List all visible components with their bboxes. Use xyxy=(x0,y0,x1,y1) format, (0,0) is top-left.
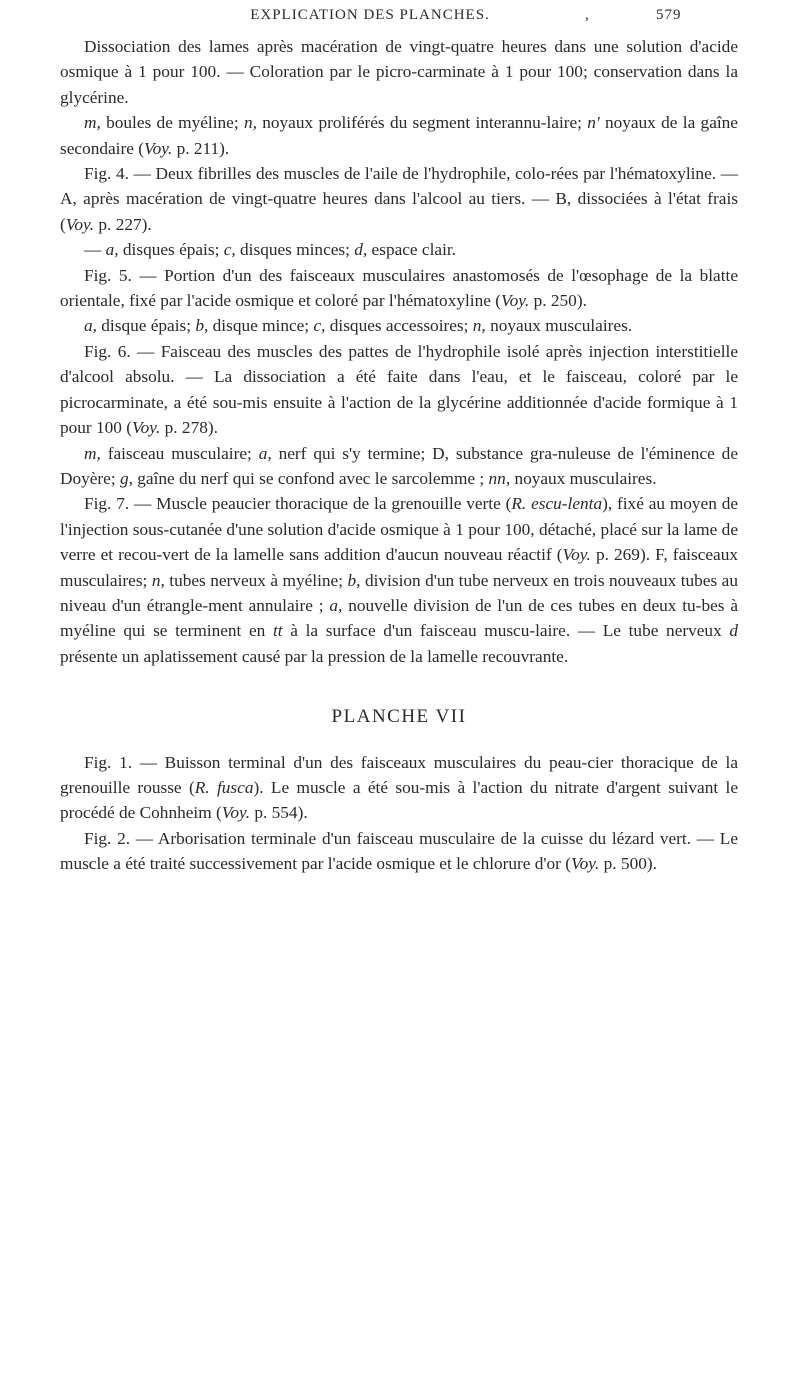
legend-text: gaîne du nerf qui se confond avec le sarcolemme ; xyxy=(132,468,489,488)
legend-text: noyaux musculaires. xyxy=(510,468,657,488)
legend-text: R. fusca xyxy=(194,777,254,797)
legend-paragraph xyxy=(60,339,738,441)
legend-text: n, xyxy=(472,316,486,336)
legend-text: n' xyxy=(587,113,600,133)
legend-text: Voy. xyxy=(500,291,530,311)
legend-text: nn, xyxy=(488,468,511,488)
legend-text: Fig. 5. — Portion d'un des faisceaux musculaires anastomosés de l'œsophage de la blatte orientale, fixé par l'acide osmique et coloré par l'hématoxyline ( xyxy=(60,265,738,311)
legend-text: c, xyxy=(223,240,236,260)
page-number: 579 xyxy=(656,7,682,23)
legend-text: a, xyxy=(84,316,97,336)
legend-text: R. escu-lenta xyxy=(511,494,603,514)
legend-text: division d'un tube nerveux en trois nouveaux tubes au niveau d'un étrangle-ment annulaire ; xyxy=(60,570,738,615)
legend-text: à la surface d'un faisceau muscu-laire. — Le tube nerveux xyxy=(282,621,730,641)
legend-text: noyaux de la gaîne secondaire ( xyxy=(60,113,738,158)
legend-text: tubes nerveux à myéline; xyxy=(164,570,348,590)
legend-paragraph xyxy=(60,237,738,262)
legend-paragraph xyxy=(60,34,738,110)
body-text xyxy=(60,34,738,877)
legend-text: Fig. 1. — Buisson terminal d'un des faisceaux musculaires du peau-cier thoracique de la grenouille rousse ( xyxy=(60,752,738,797)
legend-text: Voy. xyxy=(221,803,251,823)
legend-text: d xyxy=(729,621,739,641)
legend-text: noyaux musculaires. xyxy=(485,316,633,336)
legend-paragraph xyxy=(60,491,738,669)
legend-paragraph xyxy=(60,750,738,826)
legend-text: a, xyxy=(105,240,119,260)
legend-text: disque épais; xyxy=(96,316,196,336)
legend-paragraph xyxy=(60,161,738,237)
legend-text: noyaux proliférés du segment interannu-laire; xyxy=(256,113,588,133)
legend-text: espace clair. xyxy=(367,240,456,260)
legend-text: — xyxy=(84,240,106,260)
legend-text: ). Le muscle a été sou-mis à l'action du nitrate d'argent suivant le procédé de Cohnheim ( xyxy=(60,777,738,823)
legend-text: p. 211). xyxy=(172,138,230,158)
legend-text: Voy. xyxy=(571,854,600,874)
plate-vii-legend xyxy=(60,750,738,877)
legend-text: boules de myéline; xyxy=(100,113,244,133)
legend-text: p. 500). xyxy=(599,854,657,874)
legend-paragraph xyxy=(60,441,738,492)
legend-text: Fig. 7. — Muscle peaucier thoracique de la grenouille verte ( xyxy=(84,494,512,514)
legend-paragraph xyxy=(60,826,738,877)
legend-paragraph xyxy=(60,313,738,338)
legend-text: b, xyxy=(195,316,209,336)
legend-text: Fig. 2. — Arborisation terminale d'un faisceau musculaire de la cuisse du lézard vert. — Le muscle a été traité successivement par l'acide osmique et le chlorure d'or ( xyxy=(60,828,738,874)
legend-text: Voy. xyxy=(132,418,161,438)
legend-text: tt xyxy=(273,621,283,641)
legend-text: nerf qui s'y termine; D, substance gra-nuleuse de l'éminence de Doyère; xyxy=(60,443,738,488)
running-mark: , xyxy=(585,7,590,23)
legend-text: m, xyxy=(84,443,101,463)
legend-text: p. 278). xyxy=(160,418,218,438)
legend-text: c, xyxy=(313,316,326,336)
legend-text: disques minces; xyxy=(235,240,355,260)
running-head xyxy=(0,7,801,35)
legend-text: Fig. 6. — Faisceau des muscles des pattes de l'hydrophile isolé après injection interstitielle d'alcool absolu. — La dissociation a été faite dans l'eau, et le faisceau, coloré par le picrocarminate, a été sou-mis ensuite à l'action de la glycérine additionnée d'acide formique à 1 pour 100 ( xyxy=(60,341,738,438)
legend-text: n, xyxy=(243,113,257,133)
legend-text: Voy. xyxy=(562,545,591,565)
legend-text: p. 227). xyxy=(94,214,152,234)
legend-text: g, xyxy=(119,468,133,488)
legend-text: p. 269). F, faisceaux musculaires; xyxy=(60,545,739,590)
legend-text: disque mince; xyxy=(208,316,314,336)
legend-text: ), fixé au moyen de l'injection sous-cutanée d'une solution d'acide osmique à 1 pour 100, détaché, placé sur la lame de verre et recou-vert de la lamelle sans addition d'aucun nouveau réactif ( xyxy=(60,494,739,565)
legend-text: nouvelle division de l'un de ces tubes en deux tu-bes à myéline qui se terminent en xyxy=(60,595,738,641)
legend-text: a, xyxy=(329,595,343,615)
legend-text: n, xyxy=(151,570,165,590)
legend-text: faisceau musculaire; xyxy=(100,443,259,463)
legend-text: disques accessoires; xyxy=(325,316,473,336)
legend-text: d, xyxy=(354,240,368,260)
legend-text: Fig. 4. — Deux fibrilles des muscles de l'aile de l'hydrophile, colo-rées par l'hématoxyline. — A, après macération de vingt-quatre heures dans l'alcool au tiers. — B, dissociées à l'état frais ( xyxy=(60,164,738,234)
plate-vi-legend xyxy=(60,34,738,669)
legend-text: Dissociation des lames après macération de vingt-quatre heures dans une solution d'acide osmique à 1 pour 100. — Coloration par le picro-carminate à 1 pour 100; conservation dans la glycérine. xyxy=(60,37,738,107)
legend-text: présente un aplatissement causé par la pression de la lamelle recouvrante. xyxy=(60,646,569,666)
legend-text: m, xyxy=(84,113,101,133)
legend-text: b, xyxy=(347,570,361,590)
plate-heading: PLANCHE VII xyxy=(331,706,467,728)
legend-text: a, xyxy=(258,443,272,463)
legend-text: Voy. xyxy=(143,138,173,158)
legend-paragraph xyxy=(60,110,738,161)
legend-text: Voy. xyxy=(65,214,95,234)
legend-text: disques épais; xyxy=(118,240,224,260)
running-title: EXPLICATION DES PLANCHES. xyxy=(250,7,490,23)
legend-text: p. 554). xyxy=(250,803,308,823)
legend-paragraph xyxy=(60,263,738,314)
legend-text: p. 250). xyxy=(529,291,587,311)
